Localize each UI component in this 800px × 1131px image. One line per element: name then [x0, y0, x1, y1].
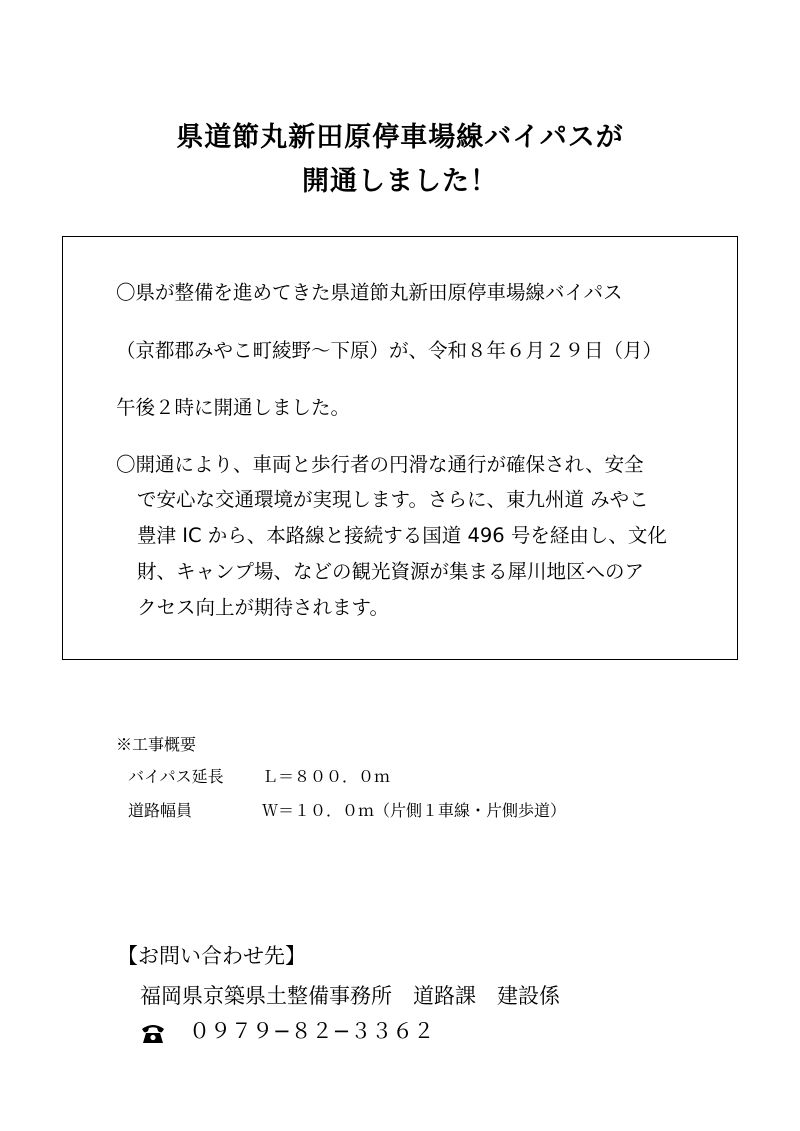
telephone-icon	[140, 1021, 166, 1045]
notice-line: で安心な交通環境が実現します。さらに、東九州道 みやこ	[137, 488, 649, 511]
summary-label: バイパス延長	[128, 767, 224, 786]
notice-line: 午後２時に開通しました。	[116, 396, 351, 419]
notice-line: 豊津 IC から、本路線と接続する国道 496 号を経由し、文化	[137, 524, 667, 547]
notice-line: 〇県が整備を進めてきた県道節丸新田原停車場線バイパス	[116, 281, 623, 304]
notice-line: 〇開通により、車両と歩行者の円滑な通行が確保され、安全	[116, 453, 644, 476]
contact-heading: 【お問い合わせ先】	[117, 944, 306, 968]
summary-value: Ｌ＝８００．０ｍ	[262, 767, 391, 786]
notice-line: クセス向上が期待されます。	[137, 596, 389, 619]
contact-phone: ０９７９−８２−３３６２	[189, 1019, 435, 1043]
page-title-line-1: 県道節丸新田原停車場線バイパスが	[176, 122, 624, 153]
contact-office: 福岡県京築県土整備事務所 道路課 建設係	[140, 984, 560, 1008]
page-title-line-2: 開通しました！	[302, 166, 498, 197]
summary-label: 道路幅員	[128, 801, 193, 820]
notice-line: （京都郡みやこ町綾野〜下原）が、令和８年６月２９日（月）	[116, 339, 663, 362]
notice-line: 財、キャンプ場、などの観光資源が集まる犀川地区へのア	[137, 560, 645, 583]
summary-value: Ｗ＝１０．０ｍ（片側１車線・片側歩道）	[262, 801, 567, 820]
construction-summary-heading: ※工事概要	[116, 735, 197, 754]
